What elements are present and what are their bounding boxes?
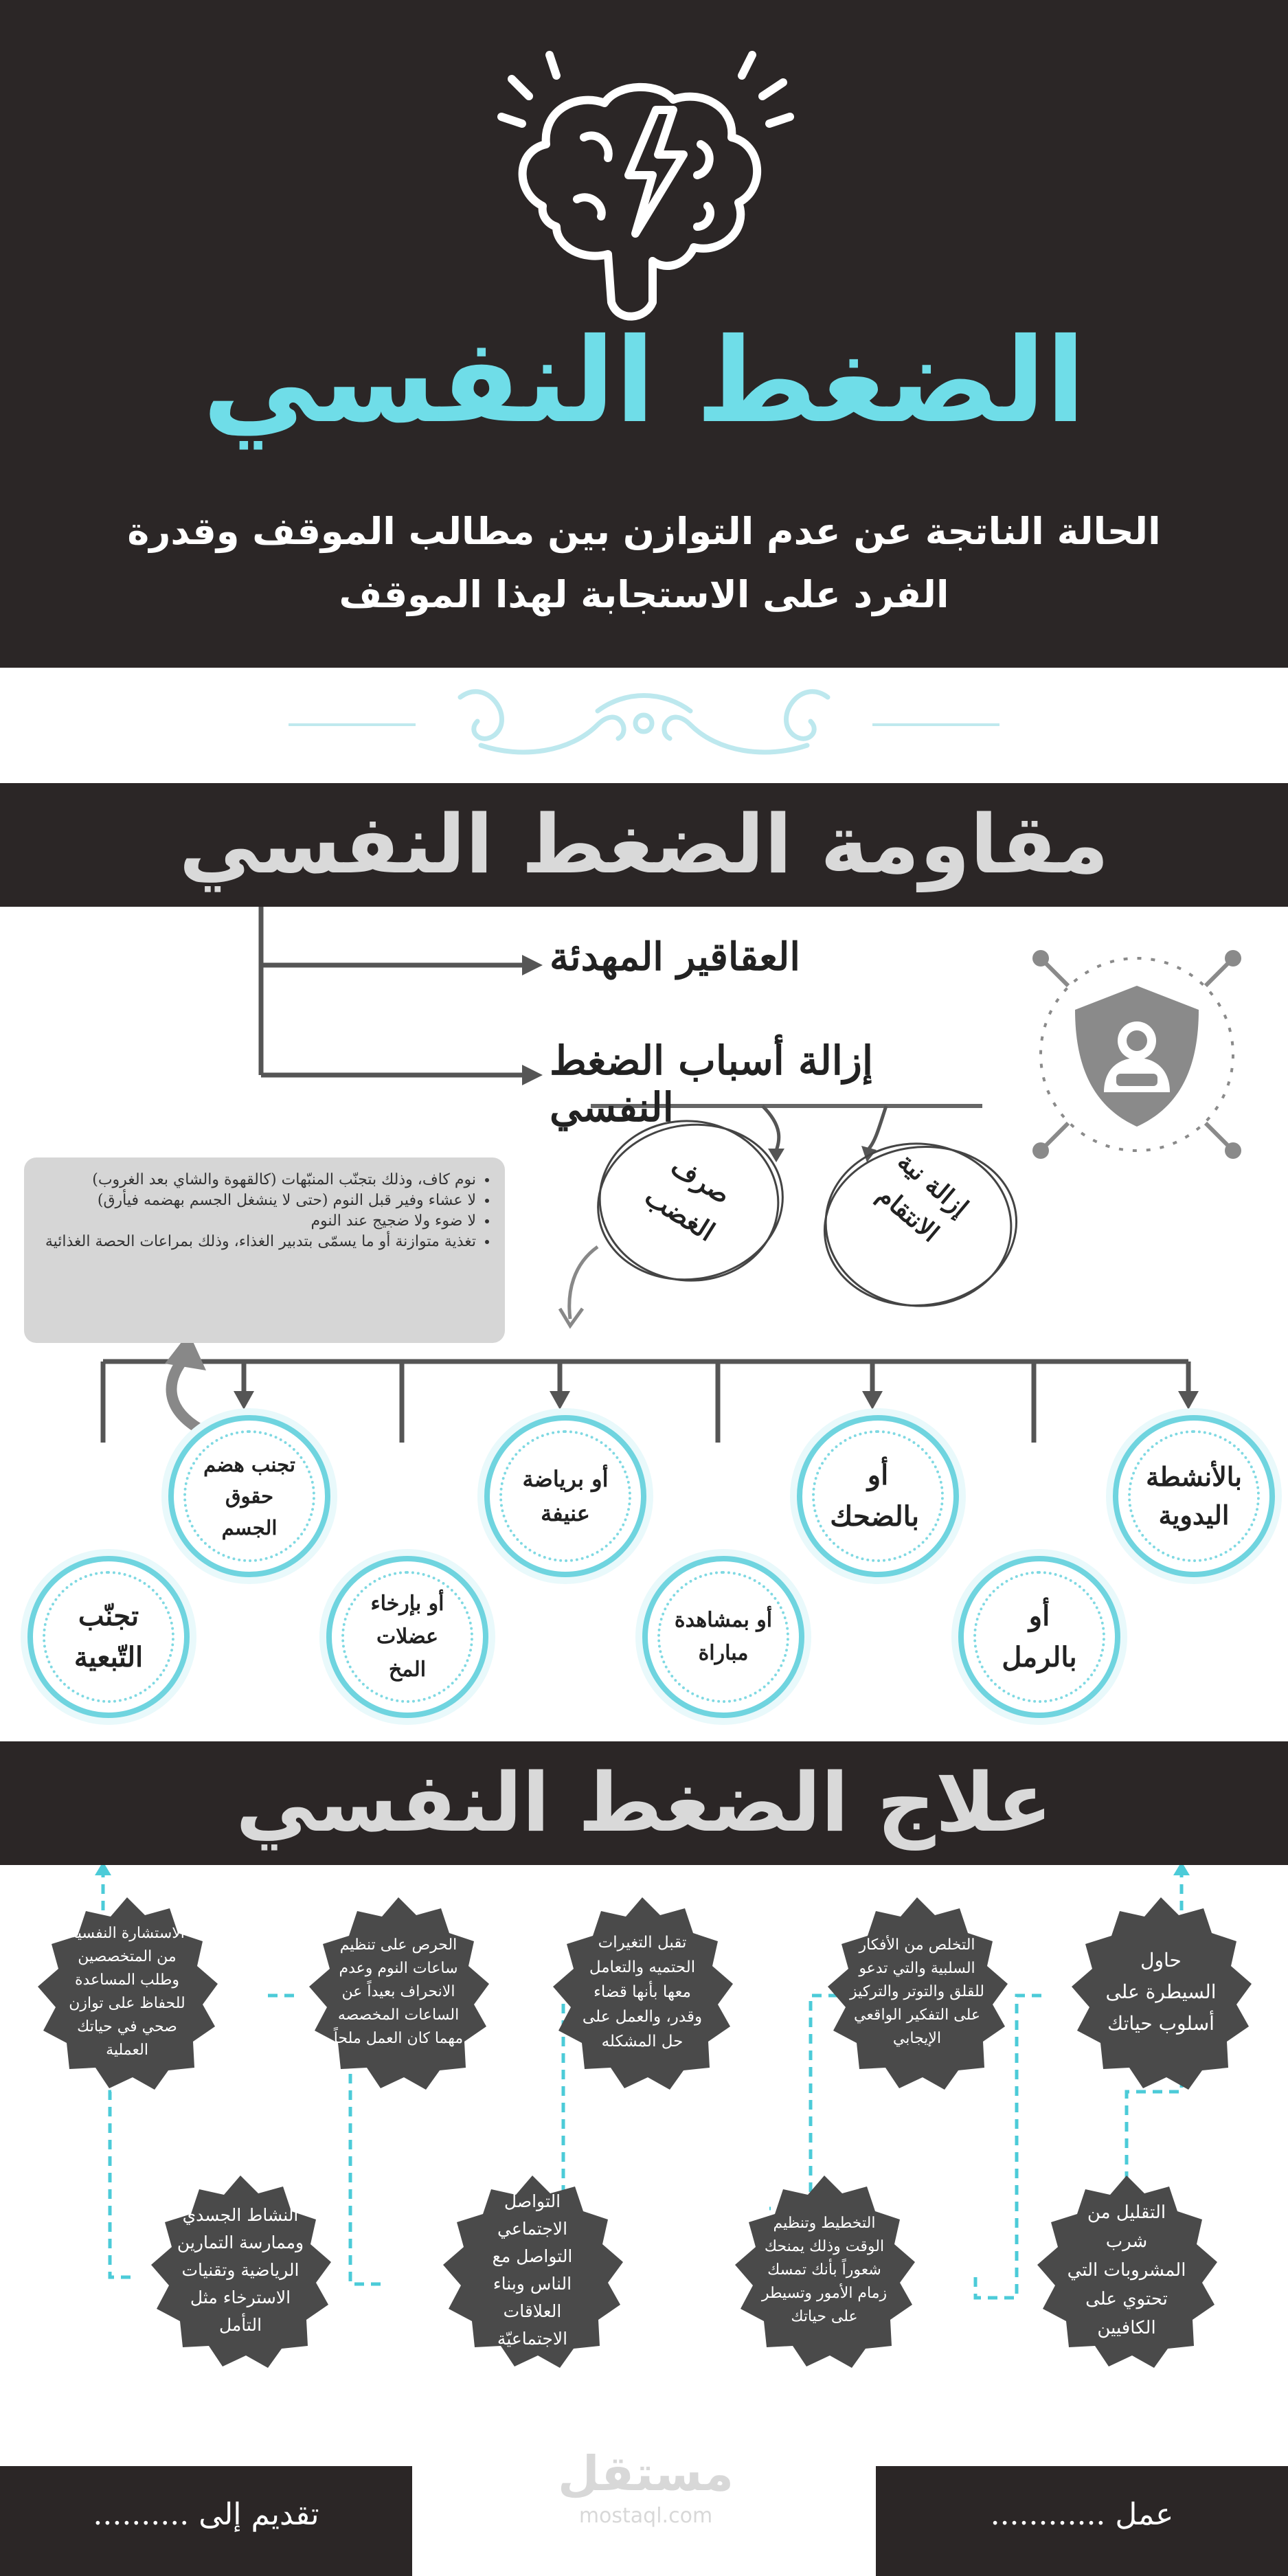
treatment-accept-change: تقبل التغيرات الحتميه والتعامل معها بأنها قضاء وقدر، والعمل على حل المشكله xyxy=(539,1889,745,2095)
resistance-section-title: مقاومة الضغط النفسي xyxy=(179,797,1109,892)
tip-item: • لا ضوء ولا ضجيج عند النوم xyxy=(31,1211,476,1232)
treatment-sleep-schedule: الحرص على تنظيم ساعات النوم وعدم الانحراف بعيداً عن الساعات المخصصه مهما كان العمل ملحاً xyxy=(295,1889,501,2095)
branch-remove-causes: إزالة أسباب الضغط النفسي xyxy=(550,1037,873,1131)
watermark-url: mostaql.com xyxy=(578,2504,713,2528)
circle-brain-relax: أو بإرخاء عضلات المخ xyxy=(326,1556,488,1718)
treatment-physical-activity: النشاط الجسدي وممارسة التمارين الرياضية وتقنيات الاسترخاء مثل التأمل xyxy=(137,2167,343,2373)
subtitle-line-2: الفرد على الاستجابة لهذا الموقف xyxy=(339,573,949,616)
oval-anger-text: صرف الغضب xyxy=(640,1150,736,1247)
oval-revenge-text: إزالة نية الانتقام xyxy=(872,1146,974,1248)
tip-item: • نوم كاف، وذلك بتجنّب المنبّهات (كالقهوة والشاي بعد الغروب) xyxy=(31,1170,476,1190)
treatment-lifestyle: حاول السيطرة على أسلوب حياتك xyxy=(1058,1889,1264,2095)
watermark-arabic: مستقل xyxy=(557,2445,734,2502)
tip-item: • لا عشاء وفير قبل النوم (حتى لا ينشغل الجسم بهضمه فيأرق) xyxy=(31,1190,476,1211)
circle-watch-match: أو بمشاهدة مباراة xyxy=(642,1556,804,1718)
main-title: الضغط النفسي xyxy=(202,313,1086,449)
treatment-positive-thinking: التخلص من الأفكار السلبية والتي تدعو للقلق والتوتر والتركيز على التفكير الواقعي الإيجابي xyxy=(814,1889,1020,2095)
tip-item: • تغذية متوازنة أو ما يسمّى بتدبير الغذاء، وذلك بمراعات الحصة الغذائية xyxy=(31,1232,476,1252)
footer-work-by: عمل ............ xyxy=(990,2497,1174,2532)
treatment-reduce-caffeine: التقليل من شرب المشروبات التي تحتوي على الكافيين xyxy=(1024,2167,1230,2373)
circle-sand: أو بالرمل xyxy=(958,1556,1120,1718)
footer-presented-to: تقديم إلى .......... xyxy=(93,2497,319,2532)
circle-manual-activities: بالأنشطة اليدوية xyxy=(1113,1415,1275,1577)
treatment-social-contact: التواصل الاجتماعي التواصل مع الناس وبناء العلاقات الاجتماعيّة xyxy=(429,2167,635,2373)
brain-lightning-icon xyxy=(481,27,811,343)
treatment-counseling: الاستشارة النفسيه من المتخصصين وطلب المساعدة للحفاظ على توازن صحي في حياتك العملية xyxy=(24,1889,230,2095)
subtitle-line-1: الحالة الناتجة عن عدم التوازن بين مطالب الموقف وقدرة xyxy=(127,510,1161,553)
ornament-divider xyxy=(275,670,1013,773)
treatment-section-title: علاج الضغط النفسي xyxy=(236,1755,1052,1850)
circle-violent-sport: أو برياضة عنيفة xyxy=(484,1415,646,1577)
circle-laughter: أو بالضحك xyxy=(797,1415,959,1577)
sleep-nutrition-tips xyxy=(24,1157,505,1343)
treatment-time-planning: التخطيط وتنظيم الوقت وذلك يمنحك شعوراً بأنك تمسك زمام الأمور وتسيطر على حياتك xyxy=(721,2167,927,2373)
shield-user-icon xyxy=(1027,945,1247,1164)
circle-dependency: تجنّب التّبعية xyxy=(27,1556,190,1718)
branch-sedatives: العقاقير المهدئة xyxy=(550,934,800,980)
circle-body-rights: تجنب هضم حقوق الجسم xyxy=(168,1415,330,1577)
